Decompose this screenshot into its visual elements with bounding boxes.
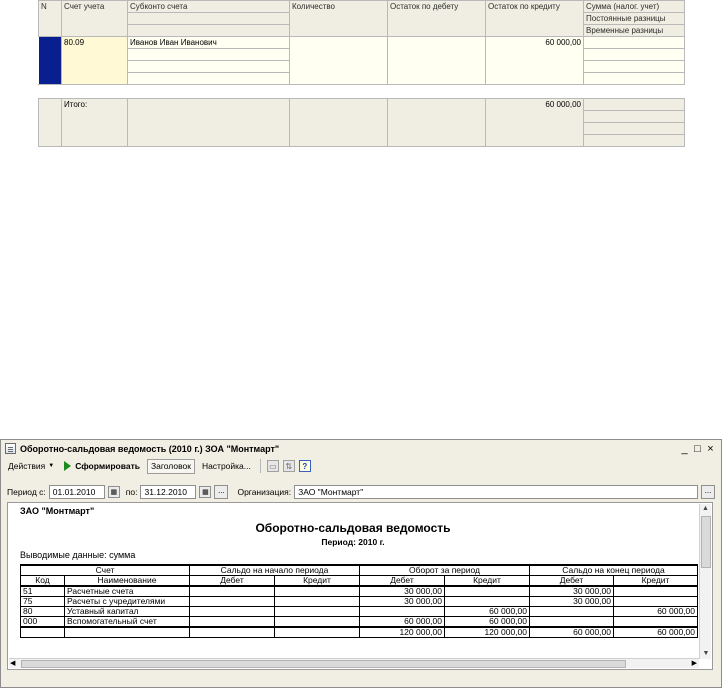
table-row[interactable]: [21, 586, 698, 597]
header-subconto[interactable]: Субконто счета: [128, 1, 290, 13]
cell-open-debit: [190, 597, 275, 607]
period-to-field[interactable]: 31.12.2010: [140, 485, 196, 499]
cell-name: Уставный капитал: [65, 607, 190, 617]
total-turn-credit: 120 000,00: [445, 627, 530, 638]
cell-turn-credit: [445, 597, 530, 607]
col-closing-debit: Дебет: [530, 576, 614, 587]
report-table: [20, 564, 698, 638]
actions-menu[interactable]: [5, 459, 57, 474]
table-row[interactable]: [39, 37, 685, 49]
col-turnover-debit: Дебет: [360, 576, 445, 587]
header-quantity[interactable]: Количество: [290, 1, 388, 37]
cell-close-debit: [530, 617, 614, 628]
table-row[interactable]: [21, 617, 698, 628]
chevron-down-icon: ▼: [48, 463, 55, 469]
actions-label: Действия: [8, 461, 46, 471]
horizontal-scrollbar[interactable]: [9, 658, 699, 668]
header-credit-balance[interactable]: Остаток по кредиту: [486, 1, 584, 37]
report-period: Период: 2010 г.: [321, 537, 385, 547]
organization-select-button[interactable]: ...: [701, 485, 715, 499]
total-debit: [388, 99, 486, 147]
group-turnover: Оборот за период: [360, 565, 530, 576]
total-close-credit: 60 000,00: [614, 627, 698, 638]
total-temporary-diff: [584, 123, 685, 135]
scroll-right-icon[interactable]: ▶: [691, 660, 697, 667]
row-debit-balance[interactable]: [388, 37, 486, 85]
period-to-label: по:: [125, 486, 138, 497]
organization-field[interactable]: ЗАО "Монтмарт": [294, 485, 698, 499]
total-name: [65, 627, 190, 638]
window-title: Оборотно-сальдовая ведомость (2010 г.) ЗОА "Монтмарт": [20, 443, 280, 454]
scroll-down-icon[interactable]: ▼: [702, 650, 710, 657]
total-open-debit: [190, 627, 275, 638]
total-tax-sum: [584, 99, 685, 111]
row-subconto[interactable]: Иванов Иван Иванович: [128, 37, 290, 49]
cell-code: 80: [21, 607, 65, 617]
copy-icon[interactable]: ▭: [267, 460, 279, 472]
header-button[interactable]: Заголовок: [147, 459, 195, 474]
cell-open-debit: [190, 617, 275, 628]
grid-separator: [39, 85, 685, 99]
header-account[interactable]: Счет учета: [62, 1, 128, 37]
document-icon: [5, 443, 16, 454]
cell-close-credit: [614, 586, 698, 597]
report-organization: ЗАО "Монтмарт": [20, 506, 95, 516]
cell-turn-credit: [445, 586, 530, 597]
cell-open-credit: [275, 597, 360, 607]
row-subconto-2[interactable]: [128, 49, 290, 61]
group-opening: Сальдо на начало периода: [190, 565, 360, 576]
filter-bar: [1, 483, 721, 500]
cell-turn-debit: [360, 607, 445, 617]
group-account: Счет: [21, 565, 190, 576]
row-number-cell[interactable]: [39, 37, 62, 85]
row-subconto-3[interactable]: [128, 61, 290, 73]
play-icon: [64, 461, 71, 471]
cell-turn-debit: 30 000,00: [360, 597, 445, 607]
vertical-scroll-thumb[interactable]: [701, 516, 711, 568]
row-account[interactable]: 80.09: [62, 37, 128, 85]
generate-button[interactable]: [61, 459, 143, 474]
minimize-button[interactable]: _: [681, 442, 688, 455]
col-code: Код: [21, 576, 65, 587]
cell-close-debit: 30 000,00: [530, 597, 614, 607]
total-open-credit: [275, 627, 360, 638]
scroll-left-icon[interactable]: ◀: [10, 660, 16, 667]
row-number: 1: [41, 38, 46, 47]
toolbar: [1, 457, 721, 475]
totals-row: [21, 627, 698, 638]
cell-name: Вспомогательный счет: [65, 617, 190, 628]
toolbar-separator: [260, 459, 261, 473]
total-quantity: [290, 99, 388, 147]
row-quantity[interactable]: [290, 37, 388, 85]
close-button[interactable]: ×: [707, 442, 714, 455]
table-row[interactable]: [21, 597, 698, 607]
cell-open-debit: [190, 607, 275, 617]
col-opening-debit: Дебет: [190, 576, 275, 587]
cell-open-credit: [275, 607, 360, 617]
cell-turn-debit: 30 000,00: [360, 586, 445, 597]
row-credit-balance[interactable]: 60 000,00: [486, 37, 584, 85]
cell-close-credit: [614, 597, 698, 607]
total-label: Итого:: [62, 99, 128, 147]
generate-label: Сформировать: [75, 461, 140, 471]
cell-turn-credit: 60 000,00: [445, 617, 530, 628]
header-permanent-diff[interactable]: Постоянные разницы: [584, 13, 685, 25]
report-window: [0, 439, 722, 688]
cell-code: 51: [21, 586, 65, 597]
cell-close-credit: [614, 617, 698, 628]
total-credit: 60 000,00: [486, 99, 584, 147]
cell-open-credit: [275, 617, 360, 628]
scroll-up-icon[interactable]: ▲: [702, 505, 709, 512]
sort-icon[interactable]: ⇅: [283, 460, 295, 472]
organization-label: Организация:: [237, 486, 292, 497]
col-closing-credit: Кредит: [614, 576, 698, 587]
total-permanent-diff: [584, 111, 685, 123]
header-subconto-3: [128, 25, 290, 37]
cell-code: 75: [21, 597, 65, 607]
row-subconto-4[interactable]: [128, 73, 290, 85]
header-debit-balance[interactable]: Остаток по дебету: [388, 1, 486, 37]
total-close-debit: 60 000,00: [530, 627, 614, 638]
cell-close-debit: 30 000,00: [530, 586, 614, 597]
header-temporary-diff[interactable]: Временные разницы: [584, 25, 685, 37]
header-subconto-2: [128, 13, 290, 25]
table-row[interactable]: [21, 607, 698, 617]
row-permanent-diff[interactable]: [584, 49, 685, 61]
maximize-button[interactable]: □: [694, 442, 701, 455]
vertical-scrollbar[interactable]: [699, 504, 711, 659]
cell-open-debit: [190, 586, 275, 597]
cell-name: Расчеты с учредителями: [65, 597, 190, 607]
total-code: [21, 627, 65, 638]
total-turn-debit: 120 000,00: [360, 627, 445, 638]
period-select-button[interactable]: ...: [214, 485, 228, 499]
col-name: Наименование: [65, 576, 190, 587]
report-area[interactable]: [7, 502, 713, 670]
header-n[interactable]: N: [39, 1, 62, 37]
settings-button[interactable]: Настройка...: [201, 461, 251, 471]
col-turnover-credit: Кредит: [445, 576, 530, 587]
cell-turn-credit: 60 000,00: [445, 607, 530, 617]
header-tax-sum[interactable]: Сумма (налог. учет): [584, 1, 685, 13]
cell-close-debit: [530, 607, 614, 617]
row-temporary-diff[interactable]: [584, 61, 685, 73]
period-from-label: Период с:: [7, 486, 46, 497]
calendar-icon[interactable]: ▦: [108, 486, 120, 498]
entry-grid[interactable]: [38, 0, 684, 130]
total-n: [39, 99, 62, 147]
cell-name: Расчетные счета: [65, 586, 190, 597]
help-icon[interactable]: ?: [299, 460, 311, 472]
cell-code: 000: [21, 617, 65, 628]
cell-turn-debit: 60 000,00: [360, 617, 445, 628]
group-closing: Сальдо на конец периода: [530, 565, 698, 576]
total-subconto: [128, 99, 290, 147]
calendar-icon[interactable]: ▦: [199, 486, 211, 498]
report-output: Выводимые данные: сумма: [20, 550, 136, 560]
row-tax-sum[interactable]: [584, 37, 685, 49]
title-bar[interactable]: [1, 440, 721, 457]
cell-close-credit: 60 000,00: [614, 607, 698, 617]
report-title: Оборотно-сальдовая ведомость: [255, 521, 451, 535]
cell-open-credit: [275, 586, 360, 597]
period-from-field[interactable]: 01.01.2010: [49, 485, 105, 499]
col-opening-credit: Кредит: [275, 576, 360, 587]
row-extra[interactable]: [584, 73, 685, 85]
total-extra: [584, 135, 685, 147]
horizontal-scroll-thumb[interactable]: [21, 660, 626, 668]
